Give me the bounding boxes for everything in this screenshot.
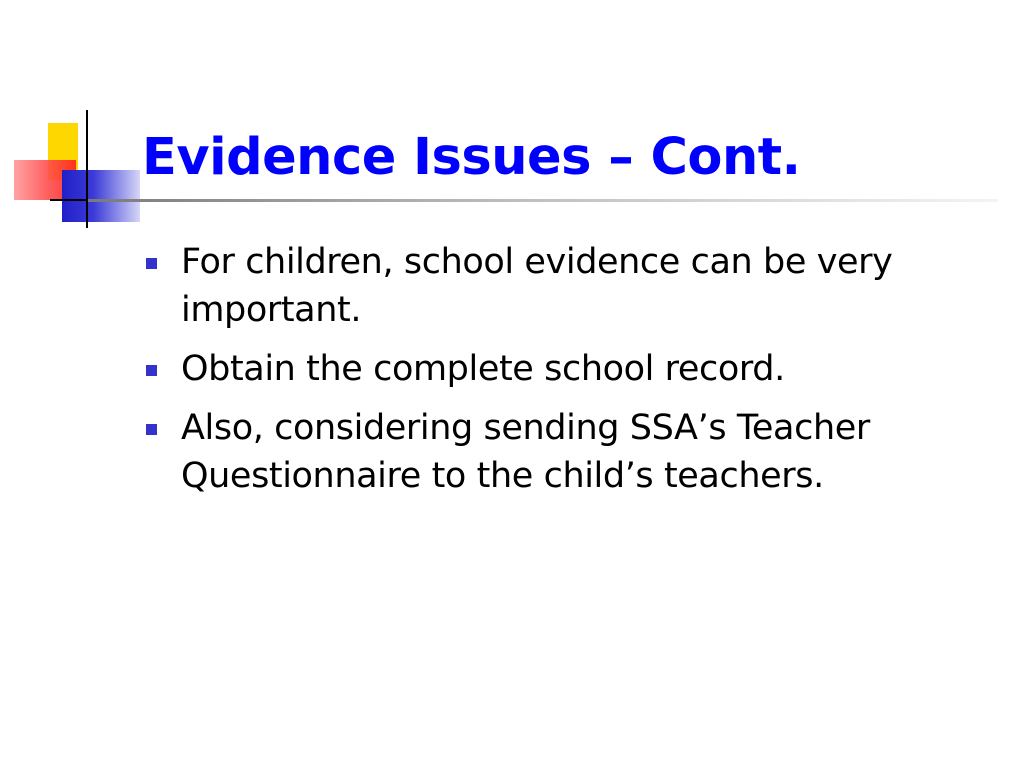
vertical-rule — [86, 110, 88, 228]
square-bullet-icon — [146, 424, 157, 435]
overlapping-squares-logo-icon — [0, 0, 160, 240]
bullet-list — [146, 238, 1006, 511]
bullet-item — [146, 238, 1006, 334]
bullet-text: Also, considering sending SSA’s Teacher Questionnaire to the child’s teachers. — [181, 408, 870, 496]
bullet-item — [146, 345, 1006, 393]
bullet-item — [146, 404, 1006, 500]
title-underline-rule — [88, 199, 998, 202]
square-bullet-icon — [146, 365, 157, 376]
blue-square — [62, 170, 140, 222]
bullet-text: Obtain the complete school record. — [181, 349, 785, 389]
square-bullet-icon — [146, 258, 157, 269]
slide-title: Evidence Issues – Cont. — [142, 128, 801, 187]
bullet-text: For children, school evidence can be very important. — [181, 242, 893, 330]
